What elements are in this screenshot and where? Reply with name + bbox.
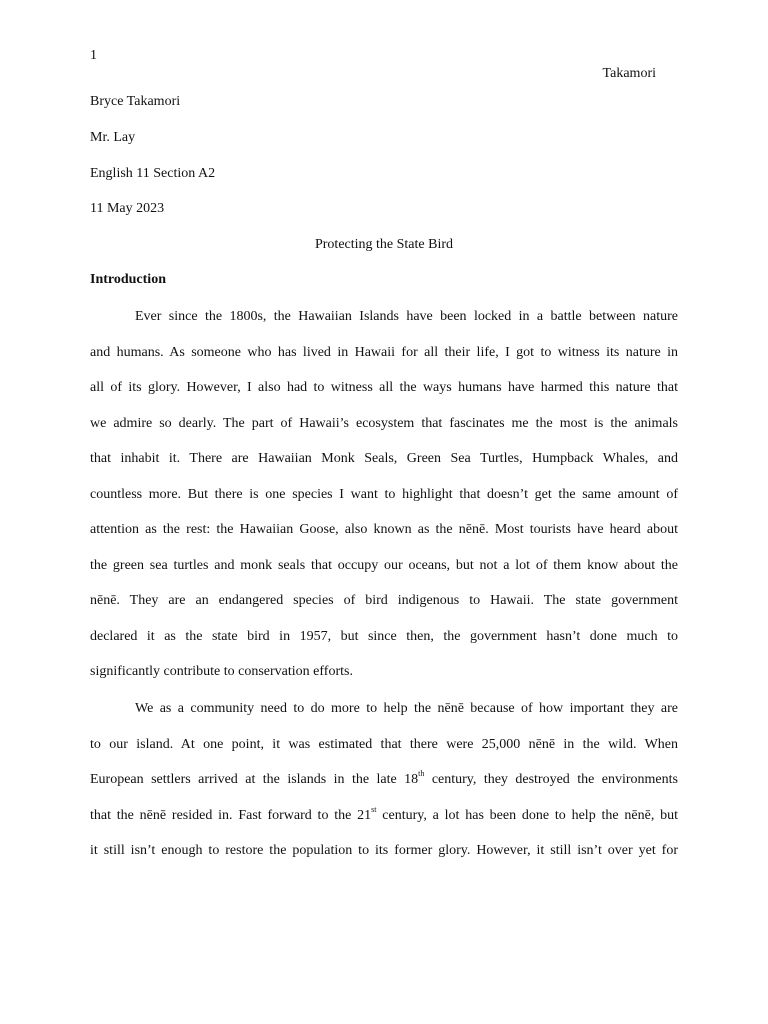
paragraph-line: and humans. As someone who has lived in Hawaii for all their life, I got to witness its nature in: [90, 344, 678, 360]
superscript: th: [418, 769, 425, 778]
section-heading: Introduction: [90, 272, 166, 287]
paragraph-line: We as a community need to do more to help the nēnē because of how important they are: [135, 701, 678, 716]
superscript: st: [371, 804, 377, 814]
paragraph-1: [90, 299, 678, 690]
paragraph-line: [90, 762, 678, 798]
line-text: that the nēnē resided in. Fast forward to the 21: [90, 807, 372, 823]
paragraph-line: Ever since the 1800s, the Hawaiian Islands have been locked in a battle between nature: [135, 309, 678, 324]
paragraph-line: attention as the rest: the Hawaiian Goose, also known as the nēnē. Most tourists have heard about: [90, 522, 678, 537]
paragraph-line: nēnē. They are an endangered species of bird indigenous to Hawaii. The state government: [90, 593, 678, 608]
paragraph-line: countless more. But there is one species I want to highlight that doesn’t get the same amount of: [90, 486, 678, 502]
paragraph-line: it still isn’t enough to restore the population to its former glory. However, it still isn’t over yet for: [90, 843, 678, 858]
teacher-name: Mr. Lay: [90, 130, 136, 145]
paragraph-line: that inhabit it. There are Hawaiian Monk Seals, Green Sea Turtles, Humpback Whales, and: [90, 451, 678, 466]
course-name: English 11 Section A2: [90, 166, 216, 181]
paragraph-line: significantly contribute to conservation efforts.: [90, 664, 353, 679]
paragraph-line: the green sea turtles and monk seals that occupy our oceans, but not a lot of them know about the: [90, 557, 678, 573]
paragraph-2: [90, 691, 678, 869]
page-number: 1: [90, 48, 97, 63]
paragraph-line: we admire so dearly. The part of Hawaii’s ecosystem that fascinates me the most is the animals: [90, 415, 678, 431]
paragraph-line: [90, 798, 678, 834]
paragraph-line: all of its glory. However, I also had to witness all the ways humans have harmed this nature that: [90, 380, 678, 395]
essay-title: Protecting the State Bird: [314, 237, 454, 252]
essay-date: 11 May 2023: [90, 201, 165, 216]
paragraph-line: declared it as the state bird in 1957, but since then, the government hasn’t done much to: [90, 628, 678, 644]
line-text: European settlers arrived at the islands in the late 18: [90, 772, 419, 787]
line-text: century, they destroyed the environments: [424, 772, 678, 787]
paragraph-line: to our island. At one point, it was estimated that there were 25,000 nēnē in the wild. When: [90, 736, 678, 752]
running-head: Takamori: [602, 66, 656, 81]
line-text: century, a lot has been done to help the nēnē, but: [376, 807, 679, 823]
author-name: Bryce Takamori: [90, 94, 181, 109]
